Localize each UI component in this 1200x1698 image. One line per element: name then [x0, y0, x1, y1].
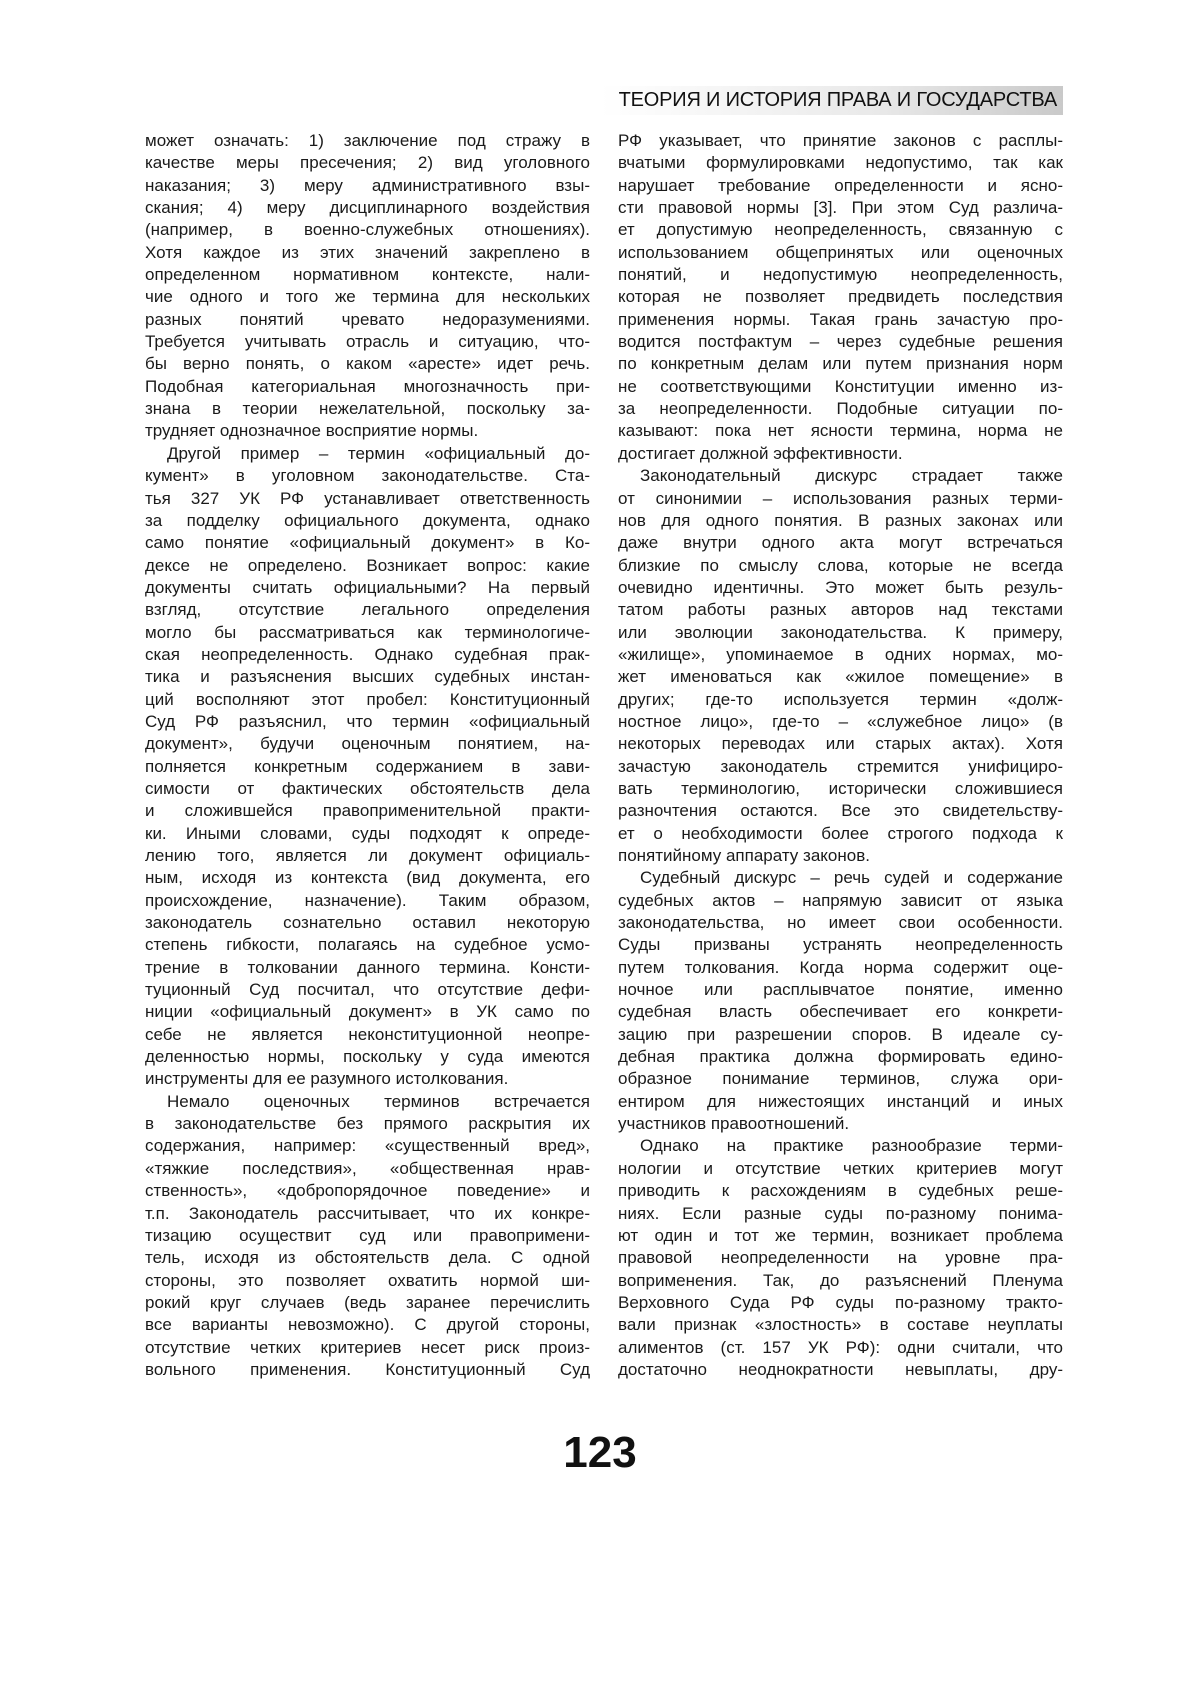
text-line: или эволюции законодательства. К примеру, — [618, 622, 1063, 644]
text-line: все варианты невозможно). С другой стороны, — [145, 1314, 590, 1336]
text-line: ниях. Если разные суды по-разному понима- — [618, 1203, 1063, 1225]
text-line: алиментов (ст. 157 УК РФ): одни считали, что — [618, 1337, 1063, 1359]
text-line: трудняет однозначное восприятие нормы. — [145, 420, 590, 442]
text-line: сти правовой нормы [3]. При этом Суд различа- — [618, 197, 1063, 219]
text-line: Суды призваны устранять неопределенность — [618, 934, 1063, 956]
text-line: Требуется учитывать отрасль и ситуацию, что- — [145, 331, 590, 353]
text-line: применения нормы. Такая грань зачастую про- — [618, 309, 1063, 331]
text-line: Суд РФ разъяснил, что термин «официальный — [145, 711, 590, 733]
text-line: понятий, и недопустимую неопределенность, — [618, 264, 1063, 286]
text-line: тизацию осуществит суд или правопримени- — [145, 1225, 590, 1247]
text-line: отсутствие четких критериев несет риск произ- — [145, 1337, 590, 1359]
text-line: нарушает требование определенности и ясно- — [618, 175, 1063, 197]
text-line: Законодательный дискурс страдает также — [618, 465, 1063, 487]
text-line: Подобная категориальная многозначность при- — [145, 376, 590, 398]
text-line: (например, в военно-служебных отношениях). — [145, 219, 590, 241]
text-line: трение в толковании данного термина. Консти- — [145, 957, 590, 979]
text-line: не соответствующими Конституции именно из- — [618, 376, 1063, 398]
text-line: в законодательстве без прямого раскрытия их — [145, 1113, 590, 1135]
text-line: вчатыми формулировками недопустимо, так как — [618, 152, 1063, 174]
text-line: вольного применения. Конституционный Суд — [145, 1359, 590, 1381]
text-line: бы верно понять, о каком «аресте» идет речь. — [145, 353, 590, 375]
text-line: вали признак «злостность» в составе неуплаты — [618, 1314, 1063, 1336]
paragraph — [618, 465, 1063, 867]
text-line: скания; 4) меру дисциплинарного воздействия — [145, 197, 590, 219]
text-line: себе не является неконституционной неопре- — [145, 1024, 590, 1046]
text-line: тика и разъяснения высших судебных инстан- — [145, 666, 590, 688]
text-line: документ», будучи оценочным понятием, на- — [145, 733, 590, 755]
text-line: законодательства, но имеет свои особенности. — [618, 912, 1063, 934]
text-line: других; где-то используется термин «долж- — [618, 689, 1063, 711]
text-line: судебная власть обеспечивает его конкрети- — [618, 1001, 1063, 1023]
page-number: 123 — [0, 1428, 1200, 1478]
text-line: ет о необходимости более строгого подхода к — [618, 823, 1063, 845]
text-line: которая не позволяет предвидеть последствия — [618, 286, 1063, 308]
text-line: Верховного Суда РФ суды по-разному тракто- — [618, 1292, 1063, 1314]
text-column-left — [145, 130, 590, 1381]
text-line: степень гибкости, полагаясь на судебное усмо- — [145, 934, 590, 956]
text-line: содержания, например: «существенный вред», — [145, 1135, 590, 1157]
text-line: разночтения остаются. Все это свидетельству- — [618, 800, 1063, 822]
paragraph — [618, 130, 1063, 465]
text-line: ют один и тот же термин, возникает проблема — [618, 1225, 1063, 1247]
text-line: симости от фактических обстоятельств дела — [145, 778, 590, 800]
text-line: достаточно неоднократности невыплаты, дру- — [618, 1359, 1063, 1381]
text-line: зацию при разрешении споров. В идеале су- — [618, 1024, 1063, 1046]
text-line: рокий круг случаев (ведь заранее перечислить — [145, 1292, 590, 1314]
text-line: документы считать официальными? На первый — [145, 577, 590, 599]
text-line: нов для одного понятия. В разных законах или — [618, 510, 1063, 532]
text-line: Немало оценочных терминов встречается — [145, 1091, 590, 1113]
text-line: дексе не определено. Возникает вопрос: какие — [145, 555, 590, 577]
text-line: за неопределенности. Подобные ситуации по- — [618, 398, 1063, 420]
paragraph — [145, 1091, 590, 1381]
text-line: использованием общепринятых или оценочных — [618, 242, 1063, 264]
text-line: качестве меры пресечения; 2) вид уголовного — [145, 152, 590, 174]
section-title: ТЕОРИЯ И ИСТОРИЯ ПРАВА И ГОСУДАРСТВА — [619, 89, 1057, 112]
text-line: наказания; 3) меру административного взы- — [145, 175, 590, 197]
text-line: лению того, является ли документ официаль- — [145, 845, 590, 867]
text-line: нологии и отсутствие четких критериев могут — [618, 1158, 1063, 1180]
text-line: разных понятий чревато недоразумениями. — [145, 309, 590, 331]
text-line: ниции «официальный документ» в УК само по — [145, 1001, 590, 1023]
text-line: кумент» в уголовном законодательстве. Ста- — [145, 465, 590, 487]
paragraph — [618, 867, 1063, 1135]
text-line: деленностью нормы, поскольку у суда имеются — [145, 1046, 590, 1068]
text-line: ностное лицо», где-то – «служебное лицо» (в — [618, 711, 1063, 733]
text-line: ций восполняют этот пробел: Конституционный — [145, 689, 590, 711]
text-line: правовой неопределенности на уровне пра- — [618, 1247, 1063, 1269]
text-line: зачастую законодатель стремится унифициро- — [618, 756, 1063, 778]
text-line: законодатель сознательно оставил некоторую — [145, 912, 590, 934]
text-line: участников правоотношений. — [618, 1113, 1063, 1135]
text-line: дебная практика должна формировать едино- — [618, 1046, 1063, 1068]
text-line: Хотя каждое из этих значений закреплено в — [145, 242, 590, 264]
text-line: могло бы рассматриваться как терминологиче- — [145, 622, 590, 644]
text-line: ным, исходя из контекста (вид документа, его — [145, 867, 590, 889]
text-line: путем толкования. Когда норма содержит оце- — [618, 957, 1063, 979]
text-line: очевидно идентичны. Это может быть резуль- — [618, 577, 1063, 599]
text-line: ночное или расплывчатое понятие, именно — [618, 979, 1063, 1001]
text-line: стороны, это позволяет охватить нормой ши- — [145, 1270, 590, 1292]
paragraph — [618, 1135, 1063, 1381]
text-line: по конкретным делам или путем признания норм — [618, 353, 1063, 375]
text-line: Однако на практике разнообразие терми- — [618, 1135, 1063, 1157]
text-column-right — [618, 130, 1063, 1381]
text-line: само понятие «официальный документ» в Ко- — [145, 532, 590, 554]
text-line: тель, исходя из обстоятельств дела. С одной — [145, 1247, 590, 1269]
text-line: определенном нормативном контексте, нали- — [145, 264, 590, 286]
text-line: Другой пример – термин «официальный до- — [145, 443, 590, 465]
text-line: происхождение, назначение). Таким образом, — [145, 890, 590, 912]
text-line: РФ указывает, что принятие законов с расплы- — [618, 130, 1063, 152]
text-line: достигает должной эффективности. — [618, 443, 1063, 465]
text-line: татом работы разных авторов над текстами — [618, 599, 1063, 621]
text-line: чие одного и того же термина для нескольких — [145, 286, 590, 308]
text-line: ентиром для нижестоящих инстанций и иных — [618, 1091, 1063, 1113]
text-line: полняется конкретным содержанием в зави- — [145, 756, 590, 778]
text-line: «жилище», упоминаемое в одних нормах, мо- — [618, 644, 1063, 666]
text-line: вать терминологию, исторически сложившиеся — [618, 778, 1063, 800]
text-line: приводить к расхождениям в судебных реше- — [618, 1180, 1063, 1202]
text-line: водится постфактум – через судебные решения — [618, 331, 1063, 353]
text-line: за подделку официального документа, однако — [145, 510, 590, 532]
text-line: может означать: 1) заключение под стражу в — [145, 130, 590, 152]
text-line: Судебный дискурс – речь судей и содержание — [618, 867, 1063, 889]
text-line: от синонимии – использования разных терми- — [618, 488, 1063, 510]
text-line: инструменты для ее разумного истолкования. — [145, 1068, 590, 1090]
text-line: ственность», «добропорядочное поведение» и — [145, 1180, 590, 1202]
text-line: ская неопределенность. Однако судебная прак- — [145, 644, 590, 666]
text-line: знана в теории нежелательной, поскольку за- — [145, 398, 590, 420]
text-line: близкие по смыслу слова, которые не всегда — [618, 555, 1063, 577]
text-line: ет допустимую неопределенность, связанную с — [618, 219, 1063, 241]
text-line: тья 327 УК РФ устанавливает ответственность — [145, 488, 590, 510]
text-line: воприменения. Так, до разъяснений Пленума — [618, 1270, 1063, 1292]
text-line: некоторых переводах или старых актах). Хотя — [618, 733, 1063, 755]
text-line: «тяжкие последствия», «общественная нрав- — [145, 1158, 590, 1180]
text-line: казывают: пока нет ясности термина, норма не — [618, 420, 1063, 442]
paragraph — [145, 443, 590, 1091]
text-line: туционный Суд посчитал, что отсутствие дефи- — [145, 979, 590, 1001]
text-line: даже внутри одного акта могут встречаться — [618, 532, 1063, 554]
paragraph — [145, 130, 590, 443]
text-line: судебных актов – напрямую зависит от языка — [618, 890, 1063, 912]
text-line: понятийному аппарату законов. — [618, 845, 1063, 867]
text-line: и сложившейся правоприменительной практи- — [145, 800, 590, 822]
section-header-bar — [600, 86, 1063, 115]
text-line: жет именоваться как «жилое помещение» в — [618, 666, 1063, 688]
text-line: ки. Иными словами, суды подходят к опреде- — [145, 823, 590, 845]
text-line: т.п. Законодатель рассчитывает, что их конкре- — [145, 1203, 590, 1225]
text-line: образное понимание терминов, служа ори- — [618, 1068, 1063, 1090]
text-line: взгляд, отсутствие легального определения — [145, 599, 590, 621]
